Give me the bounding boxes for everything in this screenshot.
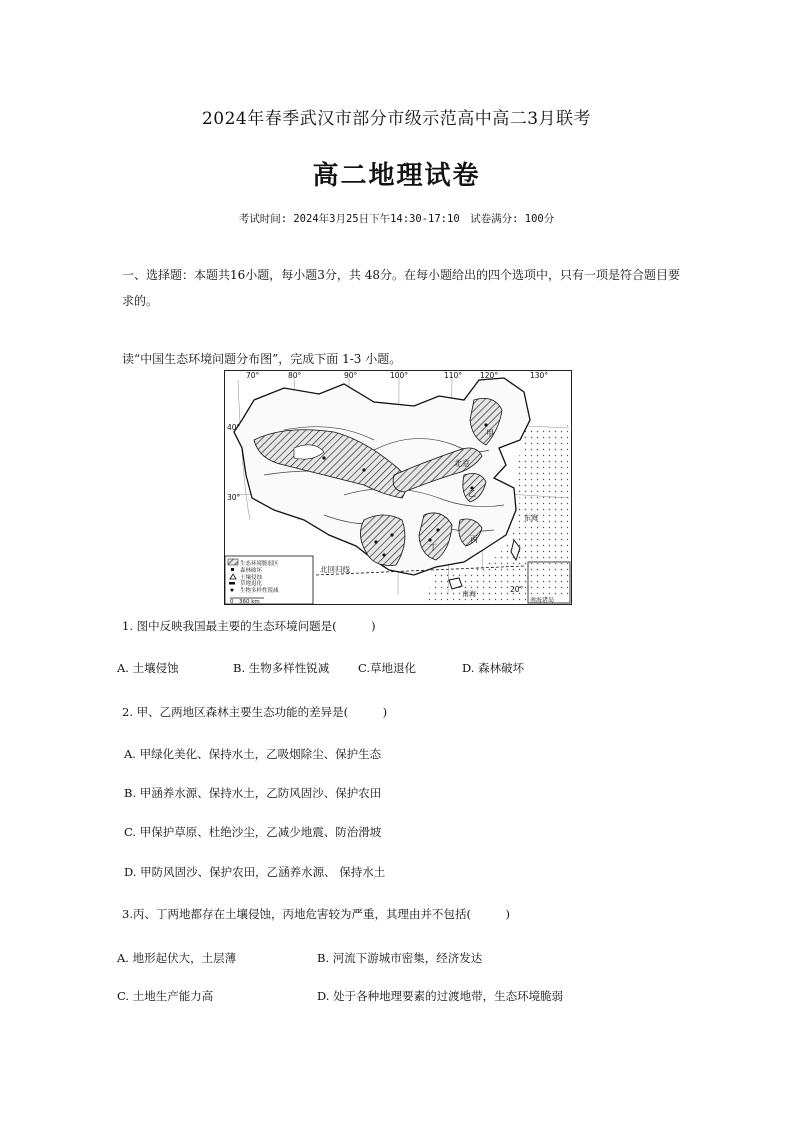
question-3-stem: 3.丙、丁两地都存在土壤侵蚀，丙地危害较为严重，其理由并不包括( ) — [122, 907, 510, 921]
place-label-tropic: 北回归线 — [320, 565, 350, 574]
q3-option-a[interactable]: A. 地形起伏大，土层薄 — [117, 951, 237, 965]
q1-option-a[interactable]: A. 土壤侵蚀 — [117, 661, 179, 675]
place-label-nanhai: 南海 — [462, 590, 476, 598]
section-instructions: 一、选择题：本题共16小题，每小题3分，共 48分。在每小题给出的四个选项中，只有一项是符合题目要求的。 — [122, 268, 680, 308]
lon-label: 100° — [390, 371, 409, 380]
q2-option-d[interactable]: D. 甲防风固沙、保护农田，乙涵养水源、 保持水土 — [124, 865, 386, 879]
lat-label: 20° — [510, 585, 524, 594]
exam-info: 考试时间: 2024年3月25日下午14:30-17:10 试卷满分: 100分 — [238, 213, 555, 225]
lat-label: 40° — [227, 423, 241, 432]
q2-option-b[interactable]: B. 甲涵养水源、保持水土，乙防风固沙、保护农田 — [124, 786, 382, 800]
lon-label: 120° — [480, 371, 499, 380]
lon-label: 130° — [530, 371, 549, 380]
q2-option-c[interactable]: C. 甲保护草原、杜绝沙尘，乙减少地震、防治滑坡 — [124, 825, 382, 839]
q3-option-d[interactable]: D. 处于各种地理要素的过渡地带，生态环境脆弱 — [317, 989, 564, 1003]
place-label-jia: 甲 — [486, 429, 494, 438]
legend-item: 土壤侵蚀 — [240, 575, 263, 581]
q3-option-b[interactable]: B. 河流下游城市密集，经济发达 — [317, 951, 483, 965]
q3-option-c[interactable]: C. 土地生产能力高 — [117, 989, 214, 1003]
place-label-bing: 丙 — [470, 535, 478, 544]
lon-label: 110° — [444, 371, 463, 380]
question-2-stem: 2. 甲、乙两地区森林主要生态功能的差异是( ) — [122, 705, 388, 719]
reading-prompt: 读“中国生态环境问题分布图”，完成下面 1-3 小题。 — [122, 352, 402, 366]
q2-option-a[interactable]: A. 甲绿化美化、保持水土，乙吸烟除尘、保护生态 — [124, 747, 382, 761]
legend-item: 生态环境脆弱区 — [240, 561, 279, 567]
legend-item: 草地退化 — [240, 581, 263, 587]
place-label-beijing: 北京 — [454, 459, 470, 468]
lat-label: 30° — [227, 493, 241, 502]
place-label-yi: 乙 — [468, 489, 476, 498]
inset-label: 南海诸岛 — [530, 597, 555, 604]
legend-item: 生物多样性锐减 — [240, 588, 279, 594]
lon-label: 80° — [288, 371, 302, 380]
scale-label: 0 360 km — [230, 599, 260, 605]
question-1-stem: 1. 图中反映我国最主要的生态环境问题是( ) — [122, 619, 376, 633]
china-eco-map — [224, 370, 572, 605]
place-label-donghai: 东海 — [524, 514, 538, 522]
lon-label: 70° — [246, 371, 260, 380]
subject-title: 高二地理试卷 — [312, 161, 481, 191]
exam-title: 2024年春季武汉市部分市级示范高中高二3月联考 — [201, 109, 592, 129]
legend-item: 森林破坏 — [240, 568, 263, 574]
place-label-ding: 丁 — [429, 543, 437, 552]
q1-option-b[interactable]: B. 生物多样性锐减 — [233, 661, 330, 675]
q1-option-c[interactable]: C.草地退化 — [358, 661, 417, 675]
q1-option-d[interactable]: D. 森林破坏 — [462, 661, 525, 675]
lon-label: 90° — [344, 371, 358, 380]
